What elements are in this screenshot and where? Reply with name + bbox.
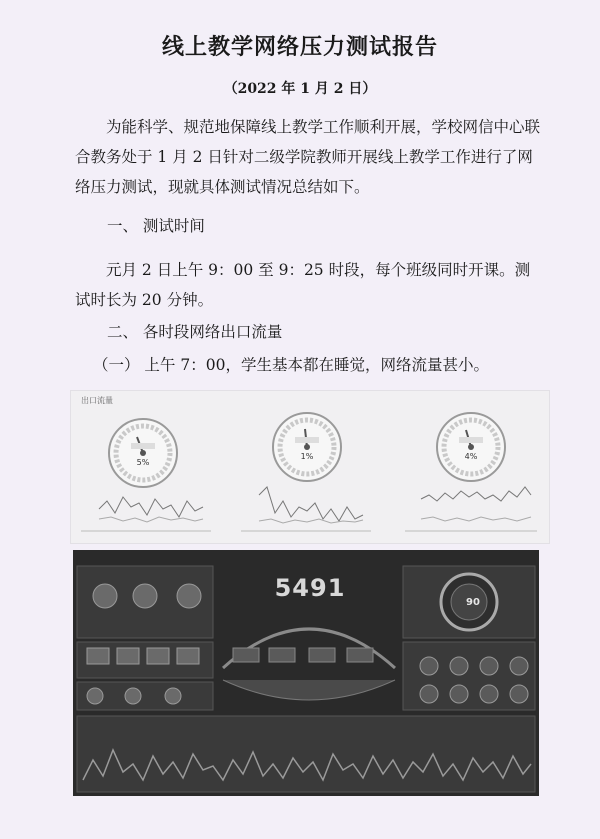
intro-paragraph: 为能科学、规范地保障线上教学工作顺利开展，学校网信中心联合教务处于 1 月 2 日针对二级学院教师开展线上教学工作进行了网络压力测试，现就具体测试情况总结如下。 [75,118,541,196]
gauge-3-value: 4% [464,452,478,461]
traffic-label: 出口流量 [81,396,113,405]
dashboard-gauge-value: 90 [466,597,480,608]
section1-body: 元月 2 日上午 9：00 至 9：25 时段，每个班级同时开课。测试时长为 20 分钟。 [75,261,531,309]
traffic-gauges-graphic [71,391,549,543]
traffic-gauges-screenshot [70,390,550,544]
dashboard-big-number: 5491 [274,574,346,602]
traffic-chart-3 [405,487,537,531]
gauge-1 [109,419,177,487]
section1-heading: 一、 测试时间 [107,217,205,235]
gauge-2-value: 1% [300,452,314,461]
gauge-2 [273,413,341,481]
gauge-3 [437,413,505,481]
traffic-chart-2 [241,487,371,531]
gauge-1-value: 5% [136,458,150,467]
traffic-chart-1 [81,497,211,531]
section2-item1: （一） 上午 7：00，学生基本都在睡觉，网络流量甚小。 [93,356,489,374]
report-title: 线上教学网络压力测试报告 [161,35,438,60]
section2-heading: 二、 各时段网络出口流量 [107,323,283,341]
report-date: （2022 年 1 月 2 日） [223,81,377,97]
